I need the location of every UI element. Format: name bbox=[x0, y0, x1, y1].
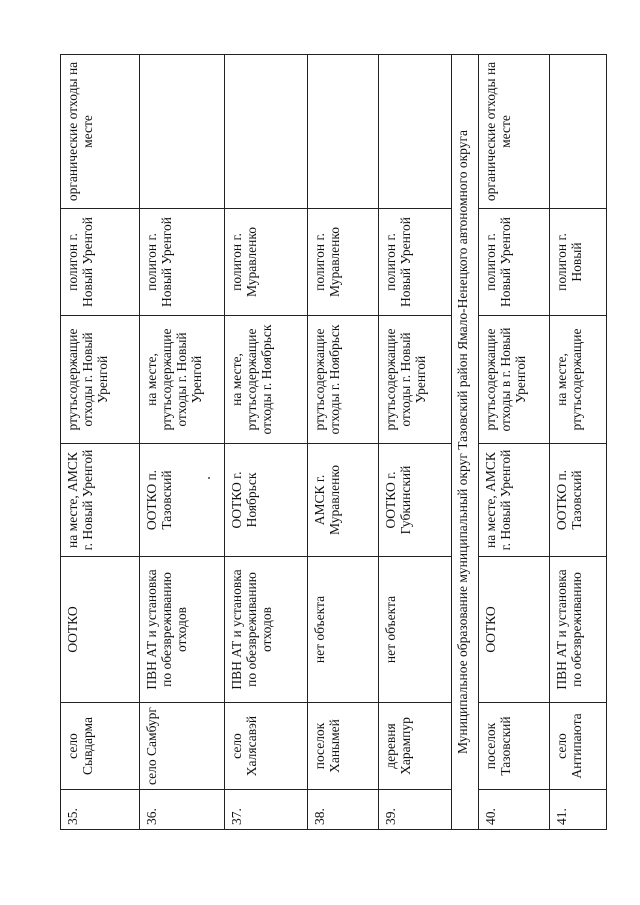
place4-cell: органические отходы на месте bbox=[479, 55, 550, 209]
place1-cell: на месте, АМСК г. Новый Уренгой bbox=[61, 444, 140, 557]
settlement-name: село Сывдарма bbox=[61, 703, 140, 790]
row-number: 41. bbox=[550, 790, 607, 830]
waste-facilities-table bbox=[60, 54, 607, 830]
object-cell: нет объекта bbox=[308, 557, 379, 703]
place2-cell: ртутьсодержащие отходы в г. Новый Уренгой bbox=[479, 316, 550, 444]
region-title: Муниципальное образование муниципальный округ Тазовский район Ямало-Ненецкого автономного округа bbox=[452, 55, 479, 830]
row-number: 36. bbox=[140, 790, 225, 830]
place2-cell: ртутьсодержащие отходы г. Новый Уренгой bbox=[379, 316, 452, 444]
row-number: 40. bbox=[479, 790, 550, 830]
table-row bbox=[140, 55, 225, 830]
place1-cell: АМСК г. Муравленко bbox=[308, 444, 379, 557]
place1-cell: ООТКО г. Губкинский bbox=[379, 444, 452, 557]
place4-cell bbox=[379, 55, 452, 209]
region-row bbox=[452, 55, 479, 830]
table-row bbox=[379, 55, 452, 830]
place1-cell: ООТКО п. Тазовский bbox=[550, 444, 607, 557]
table-row bbox=[225, 55, 308, 830]
place1-cell: ООТКО г. Ноябрьск bbox=[225, 444, 308, 557]
place2-cell: на месте, ртутьсодержащие bbox=[550, 316, 607, 444]
place4-cell bbox=[550, 55, 607, 209]
settlement-name: село Халясавэй bbox=[225, 703, 308, 790]
place2-cell: ртутьсодержащие отходы г. Ноябрьск bbox=[308, 316, 379, 444]
place3-cell: полигон г. Новый bbox=[550, 209, 607, 316]
place3-cell: полигон г. Новый Уренгой bbox=[379, 209, 452, 316]
object-cell: нет объекта bbox=[379, 557, 452, 703]
place1-cell: на месте, АМСК г. Новый Уренгой bbox=[479, 444, 550, 557]
place2-cell: на месте, ртутьсодержащие отходы г. Ноябрьск bbox=[225, 316, 308, 444]
table-row bbox=[550, 55, 607, 830]
place4-cell bbox=[225, 55, 308, 209]
place4-cell: органические отходы на месте bbox=[61, 55, 140, 209]
settlement-name: село Антипаюта bbox=[550, 703, 607, 790]
place3-cell: полигон г. Новый Уренгой bbox=[140, 209, 225, 316]
settlement-name: деревня Харампур bbox=[379, 703, 452, 790]
place1-cell: ООТКО п. Тазовский bbox=[140, 444, 225, 557]
rotated-table-wrapper bbox=[60, 55, 584, 830]
table-row bbox=[61, 55, 140, 830]
scan-speck bbox=[208, 477, 210, 479]
place2-cell: на месте, ртутьсодержащие отходы г. Новый Уренгой bbox=[140, 316, 225, 444]
place3-cell: полигон г. Новый Уренгой bbox=[479, 209, 550, 316]
place3-cell: полигон г. Муравленко bbox=[308, 209, 379, 316]
object-cell: ПВН АТ и установка по обезвреживанию отходов bbox=[225, 557, 308, 703]
place3-cell: полигон г. Новый Уренгой bbox=[61, 209, 140, 316]
settlement-name: село Самбург bbox=[140, 703, 225, 790]
object-cell: ПВН АТ и установка по обезвреживанию bbox=[550, 557, 607, 703]
row-number: 37. bbox=[225, 790, 308, 830]
settlement-name: поселок Ханымей bbox=[308, 703, 379, 790]
object-cell: ООТКО bbox=[61, 557, 140, 703]
row-number: 35. bbox=[61, 790, 140, 830]
table-row bbox=[308, 55, 379, 830]
place4-cell bbox=[140, 55, 225, 209]
place2-cell: ртутьсодержащие отходы г. Новый Уренгой bbox=[61, 316, 140, 444]
row-number: 38. bbox=[308, 790, 379, 830]
object-cell: ПВН АТ и установка по обезвреживанию отходов bbox=[140, 557, 225, 703]
object-cell: ООТКО bbox=[479, 557, 550, 703]
place3-cell: полигон г. Муравленко bbox=[225, 209, 308, 316]
settlement-name: поселок Тазовский bbox=[479, 703, 550, 790]
row-number: 39. bbox=[379, 790, 452, 830]
place4-cell bbox=[308, 55, 379, 209]
table-row bbox=[479, 55, 550, 830]
